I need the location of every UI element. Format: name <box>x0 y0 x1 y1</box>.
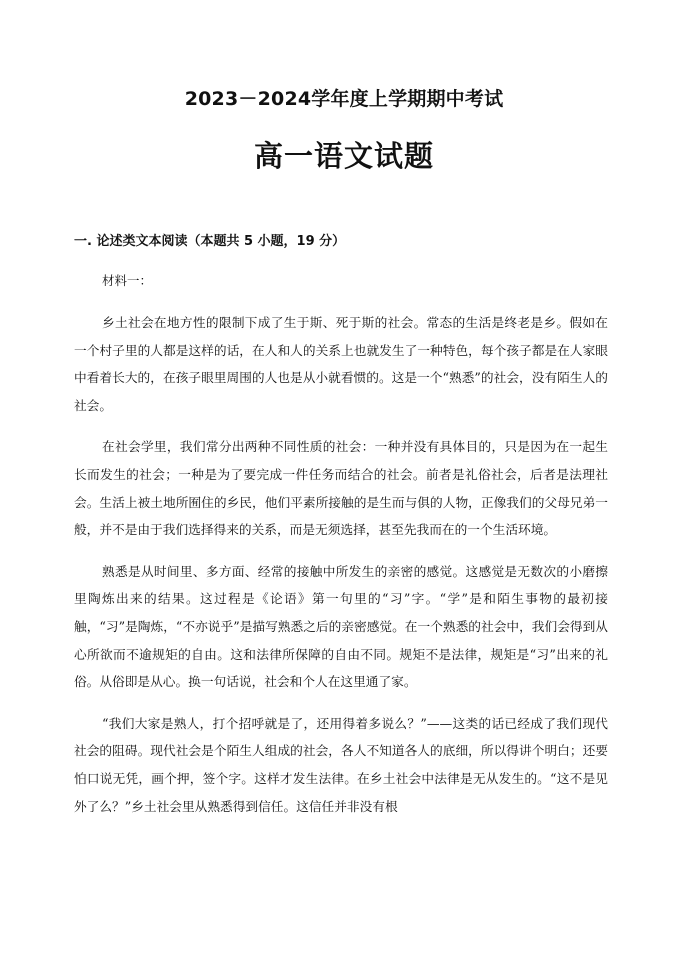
paragraph-2: 在社会学里，我们常分出两种不同性质的社会：一种并没有具体目的，只是因为在一起生长而发生的社会；一种是为了要完成一件任务而结合的社会。前者是礼俗社会，后者是法理社会。生活上被土地所囿住的乡民，他们平素所接触的是生而与俱的人物，正像我们的父母兄弟一般，并不是由于我们选择得来的关系，而是无须选择，甚至先我而在的一个生活环境。 <box>74 439 608 538</box>
paragraph-1: 乡土社会在地方性的限制下成了生于斯、死于斯的社会。常态的生活是终老是乡。假如在一个村子里的人都是这样的话，在人和人的关系上也就发生了一种特色，每个孩子都是在人家眼中看着长大的，在孩子眼里周围的人也是从小就看惯的。这是一个“熟悉”的社会，没有陌生人的社会。 <box>74 315 608 413</box>
reading-passage <box>74 309 608 834</box>
paragraph-4: “我们大家是熟人，打个招呼就是了，还用得着多说么？”——这类的话已经成了我们现代社会的阻碍。现代社会是个陌生人组成的社会，各人不知道各人的底细，所以得讲个明白；还要怕口说无凭，画个押，签个字。这样才发生法律。在乡土社会中法律是无从发生的。“这不是见外了么？”乡土社会里从熟悉得到信任。这信任并非没有根 <box>74 715 608 814</box>
exam-title: 2023－2024学年度上学期期中考试 <box>184 88 504 110</box>
material-label: 材料一： <box>102 273 153 288</box>
paragraph-3: 熟悉是从时间里、多方面、经常的接触中所发生的亲密的感觉。这感觉是无数次的小磨擦里陶炼出来的结果。这过程是《论语》第一句里的“习”字。“学”是和陌生事物的最初接触，“习”是陶炼，“不亦说乎”是描写熟悉之后的亲密感觉。在一个熟悉的社会中，我们会得到从心所欲而不逾规矩的自由。这和法律所保障的自由不同。规矩不是法律，规矩是“习”出来的礼俗。从俗即是从心。换一句话说，社会和个人在这里通了家。 <box>74 563 608 690</box>
subject-title: 高一语文试题 <box>253 139 434 173</box>
section-heading: 一. 论述类文本阅读（本题共 5 小题，19 分） <box>74 234 346 249</box>
